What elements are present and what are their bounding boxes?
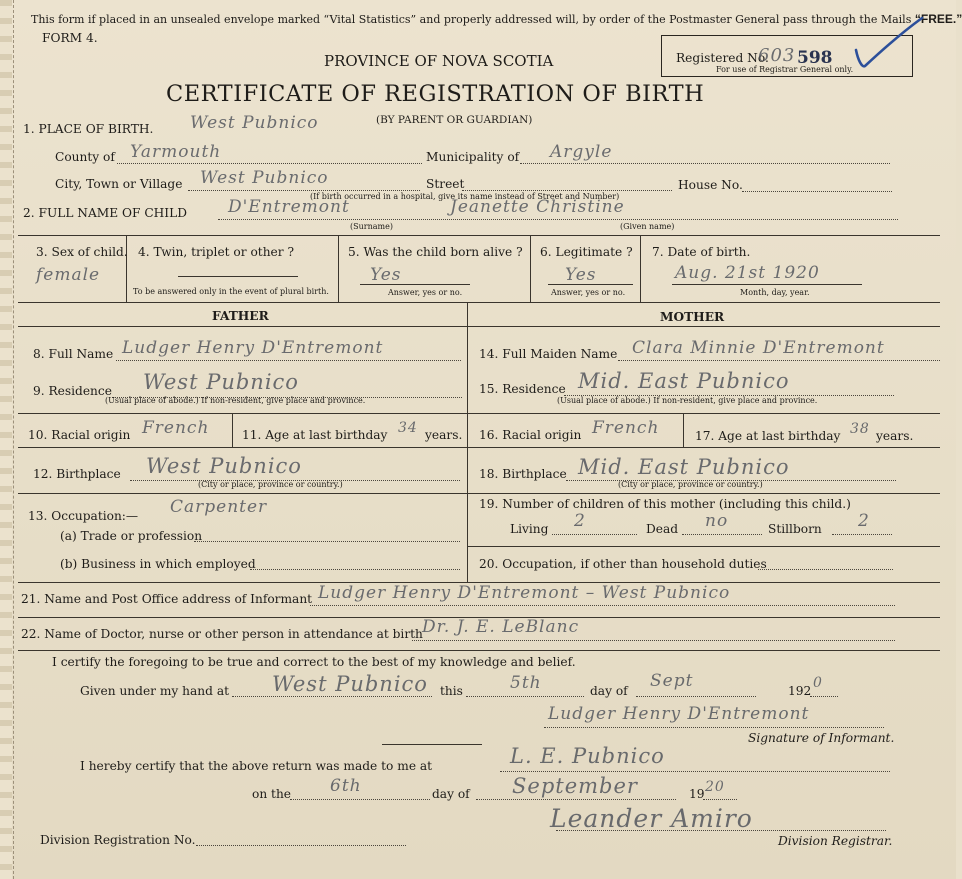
father-racial-value: French — [142, 418, 210, 438]
registrar-place-value: L. E. Pubnico — [510, 744, 665, 768]
informant-line — [310, 605, 895, 606]
given-place-line — [232, 696, 432, 697]
house-label: House No. — [678, 178, 743, 192]
father-name-label: 8. Full Name — [33, 347, 114, 361]
father-name-line — [116, 360, 461, 361]
municipality-value: Argyle — [550, 142, 613, 162]
given-name-note: (Given name) — [620, 222, 675, 231]
living-line — [552, 534, 637, 535]
mother-residence-note: (Usual place of abode.) If non-resident, give place and province. — [557, 396, 818, 405]
twin-line — [178, 276, 298, 277]
father-racial-rule — [18, 447, 467, 448]
dead-label: Dead — [646, 522, 679, 536]
father-birthplace-rule — [18, 493, 467, 494]
registrar-place-line — [500, 771, 890, 772]
given-place-value: West Pubnico — [272, 672, 428, 696]
mother-racial-label: 16. Racial origin — [479, 428, 582, 442]
father-name-value: Ludger Henry D'Entremont — [122, 338, 384, 358]
father-occupation-value: Carpenter — [170, 497, 268, 517]
division-registrar-line — [556, 830, 886, 831]
mother-birthplace-rule — [467, 493, 940, 494]
informant-label: 21. Name and Post Office address of Informant — [21, 592, 313, 606]
father-occupation-label: 13. Occupation:— — [28, 509, 139, 523]
registered-handwritten-number: 603 — [758, 45, 796, 66]
municipality-line — [520, 163, 890, 164]
father-age-unit: years. — [425, 428, 463, 442]
stillborn-line — [832, 534, 892, 535]
father-residence-label: 9. Residence — [33, 384, 112, 398]
alive-value: Yes — [370, 265, 402, 285]
given-year-prefix: 192 — [788, 684, 812, 698]
registrar-on-the-label: on the — [252, 787, 292, 801]
given-day-line — [466, 696, 584, 697]
mother-age-value: 38 — [850, 421, 870, 437]
street-line — [462, 190, 672, 191]
date-of-birth-value: Aug. 21st 1920 — [675, 263, 820, 283]
father-birthplace-value: West Pubnico — [146, 454, 302, 478]
registrar-signature: Leander Amiro — [550, 804, 753, 833]
division-registration-label: Division Registration No. — [40, 833, 196, 847]
given-month-line — [636, 696, 756, 697]
legitimate-line — [548, 284, 633, 285]
given-month-value: Sept — [650, 671, 694, 691]
dead-line — [682, 534, 762, 535]
father-business-line — [250, 569, 460, 570]
place-of-birth-value: West Pubnico — [190, 113, 319, 133]
postal-free: “FREE.” — [914, 12, 962, 26]
check-mark-icon — [838, 14, 928, 72]
city-value: West Pubnico — [200, 168, 329, 188]
given-year-suffix: 0 — [813, 675, 823, 691]
place-of-birth-label: 1. PLACE OF BIRTH. — [23, 122, 154, 136]
postal-notice-text: This form if placed in an unsealed envelope marked “Vital Statistics” and properly addressed will, by order of the Postmaster General pass through the Mails — [31, 13, 912, 26]
street-note: (If birth occurred in a hospital, give its name instead of Street and Number) — [310, 192, 620, 201]
date-of-birth-note: Month, day, year. — [740, 288, 810, 297]
child-given-name: Jeanette Christine — [450, 197, 625, 217]
given-this-label: this — [440, 684, 463, 698]
doctor-line — [412, 640, 895, 641]
county-line — [117, 163, 422, 164]
mother-occupation-label: 20. Occupation, if other than household duties — [479, 557, 767, 571]
father-residence-value: West Pubnico — [143, 370, 299, 394]
mother-birthplace-note: (City or place, province or country.) — [618, 480, 763, 489]
mother-racial-value: French — [592, 418, 660, 438]
date-of-birth-label: 7. Date of birth. — [652, 245, 751, 259]
mother-racial-divider — [683, 413, 684, 447]
division-registration-line — [196, 845, 406, 846]
county-label: County of — [55, 150, 115, 164]
child-name-line — [218, 219, 898, 220]
mother-age-unit: years. — [876, 429, 914, 443]
informant-signature: Ludger Henry D'Entremont — [548, 704, 810, 724]
father-age-label: 11. Age at last birthday — [242, 428, 388, 442]
doctor-value: Dr. J. E. LeBlanc — [422, 617, 580, 637]
alive-label: 5. Was the child born alive ? — [348, 245, 523, 259]
surname-note: (Surname) — [350, 222, 393, 231]
registrar-year-line — [703, 799, 737, 800]
row3-divider-2 — [338, 235, 339, 302]
registered-note: For use of Registrar General only. — [716, 65, 854, 74]
dead-value: no — [705, 511, 729, 531]
doctor-rule — [18, 650, 940, 651]
living-value: 2 — [574, 511, 586, 531]
certify-text: I certify the foregoing to be true and correct to the best of my knowledge and belief. — [52, 655, 576, 669]
county-value: Yarmouth — [130, 142, 222, 162]
registrar-day-value: 6th — [330, 776, 362, 796]
informant-signature-label: Signature of Informant. — [748, 731, 895, 745]
registrar-certify-text: I hereby certify that the above return was made to me at — [80, 759, 433, 773]
given-day-of-label: day of — [590, 684, 628, 698]
province-title: PROVINCE OF NOVA SCOTIA — [324, 52, 554, 70]
city-line — [188, 190, 420, 191]
mother-occupation-line — [758, 569, 893, 570]
parents-center-divider — [467, 302, 468, 582]
father-header: FATHER — [212, 309, 269, 323]
living-label: Living — [510, 522, 549, 536]
mother-birthplace-value: Mid. East Pubnico — [578, 455, 790, 479]
certificate-subtitle: (BY PARENT OR GUARDIAN) — [376, 114, 533, 126]
parents-header-rule — [18, 326, 940, 327]
binding-strip — [0, 0, 12, 879]
mother-residence-rule — [467, 413, 940, 414]
mother-children-label: 19. Number of children of this mother (including this child.) — [479, 497, 851, 511]
registrar-day-of-label: day of — [432, 787, 470, 801]
registrar-month-value: September — [512, 774, 638, 798]
stillborn-value: 2 — [858, 511, 870, 531]
registered-label: Registered No. — [676, 51, 769, 65]
father-business-label: (b) Business in which employed — [60, 557, 256, 571]
sex-label: 3. Sex of child. — [36, 245, 128, 259]
father-birthplace-label: 12. Birthplace — [33, 467, 121, 481]
form-number: FORM 4. — [42, 31, 98, 45]
father-residence-note: (Usual place of abode.) If non-resident, give place and province. — [105, 396, 366, 405]
separator-rule — [382, 744, 482, 745]
father-racial-divider — [232, 413, 233, 447]
twin-label: 4. Twin, triplet or other ? — [138, 245, 294, 259]
doctor-label: 22. Name of Doctor, nurse or other person in attendance at birth — [21, 627, 423, 641]
mother-racial-rule — [467, 447, 940, 448]
mother-children-rule — [467, 546, 940, 547]
mother-name-value: Clara Minnie D'Entremont — [632, 338, 885, 358]
perforation-edge — [13, 0, 15, 879]
registrar-year-suffix: 20 — [705, 779, 725, 795]
certificate-title: CERTIFICATE OF REGISTRATION OF BIRTH — [166, 81, 705, 107]
row3-top-rule — [18, 235, 940, 236]
given-under-hand-label: Given under my hand at — [80, 684, 229, 698]
row3-divider-3 — [530, 235, 531, 302]
row3-bottom-rule — [18, 302, 940, 303]
mother-name-line — [618, 360, 940, 361]
house-line — [742, 191, 892, 192]
given-day-value: 5th — [510, 673, 542, 693]
registrar-year-prefix: 19 — [689, 787, 705, 801]
stillborn-label: Stillborn — [768, 522, 822, 536]
street-label: Street — [426, 177, 465, 191]
alive-note: Answer, yes or no. — [388, 288, 463, 297]
father-residence-rule — [18, 413, 467, 414]
sex-value: female — [36, 265, 101, 285]
mother-age-label: 17. Age at last birthday — [695, 429, 841, 443]
registered-number: 598 — [797, 48, 833, 68]
row3-divider-4 — [640, 235, 641, 302]
registrar-month-line — [476, 799, 676, 800]
city-label: City, Town or Village — [55, 177, 183, 191]
father-racial-label: 10. Racial origin — [28, 428, 131, 442]
given-year-line — [810, 696, 838, 697]
municipality-label: Municipality of — [426, 150, 520, 164]
mother-name-label: 14. Full Maiden Name — [479, 347, 618, 361]
legitimate-note: Answer, yes or no. — [551, 288, 626, 297]
date-of-birth-line — [672, 284, 862, 285]
father-birthplace-note: (City or place, province or country.) — [198, 480, 343, 489]
mother-residence-value: Mid. East Pubnico — [578, 369, 790, 393]
legitimate-value: Yes — [565, 265, 597, 285]
child-surname: D'Entremont — [228, 197, 350, 217]
registrar-day-line — [290, 799, 430, 800]
child-name-label: 2. FULL NAME OF CHILD — [23, 206, 187, 220]
informant-signature-line — [544, 727, 884, 728]
informant-value: Ludger Henry D'Entremont – West Pubnico — [318, 583, 731, 603]
alive-line — [360, 284, 470, 285]
father-age-value: 34 — [398, 420, 418, 436]
legitimate-label: 6. Legitimate ? — [540, 245, 633, 259]
mother-residence-label: 15. Residence — [479, 382, 566, 396]
mother-header: MOTHER — [660, 310, 725, 324]
twin-note: To be answered only in the event of plural birth. — [133, 287, 329, 296]
father-trade-line — [194, 541, 460, 542]
division-registrar-label: Division Registrar. — [778, 834, 893, 848]
father-trade-label: (a) Trade or profession — [60, 529, 203, 543]
mother-birthplace-label: 18. Birthplace — [479, 467, 567, 481]
postal-notice — [31, 12, 962, 26]
